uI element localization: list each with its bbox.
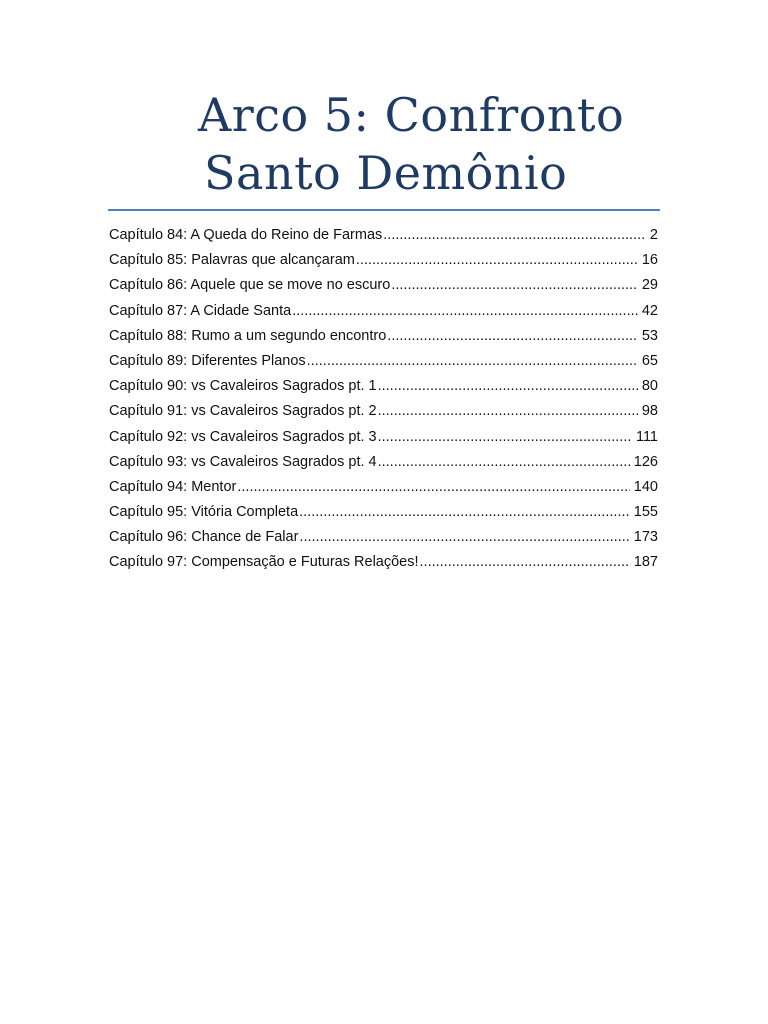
- table-of-contents: [109, 227, 658, 580]
- toc-entry-title: Capítulo 92: vs Cavaleiros Sagrados pt. 3: [109, 428, 377, 445]
- title-block: [0, 86, 768, 202]
- toc-dot-leader: [383, 227, 646, 243]
- toc-page-number: 16: [641, 252, 658, 269]
- toc-page-number: 53: [641, 327, 658, 344]
- toc-dot-leader: [356, 252, 638, 268]
- toc-dot-leader: [378, 378, 638, 394]
- toc-dot-leader: [378, 454, 630, 470]
- toc-dot-leader: [420, 554, 630, 570]
- toc-dot-leader: [387, 328, 638, 344]
- toc-page-number: 42: [641, 302, 658, 319]
- toc-entry-chapter-95[interactable]: [109, 504, 658, 529]
- toc-page-number: 140: [633, 478, 658, 495]
- toc-entry-title: Capítulo 95: Vitória Completa: [109, 504, 299, 521]
- toc-dot-leader: [299, 529, 629, 545]
- toc-entry-title: Capítulo 88: Rumo a um segundo encontro: [109, 327, 387, 344]
- toc-entry-title: Capítulo 97: Compensação e Futuras Relações!: [109, 554, 419, 571]
- toc-page-number: 111: [635, 428, 658, 445]
- toc-entry-title: Capítulo 89: Diferentes Planos: [109, 352, 306, 369]
- toc-entry-title: Capítulo 91: vs Cavaleiros Sagrados pt. 2: [109, 403, 377, 420]
- toc-dot-leader: [299, 504, 630, 520]
- toc-page-number: 126: [633, 453, 658, 470]
- toc-entry-chapter-92[interactable]: [109, 429, 658, 454]
- toc-entry-chapter-87[interactable]: [109, 303, 658, 328]
- toc-entry-chapter-90[interactable]: [109, 378, 658, 403]
- toc-dot-leader: [378, 403, 638, 419]
- toc-page-number: 65: [641, 352, 658, 369]
- toc-entry-chapter-86[interactable]: [109, 277, 658, 302]
- toc-entry-chapter-88[interactable]: [109, 328, 658, 353]
- toc-entry-chapter-94[interactable]: [109, 479, 658, 504]
- page-title-line-2: Santo Demônio: [204, 146, 568, 200]
- toc-page-number: 173: [633, 529, 658, 546]
- toc-page-number: 2: [649, 227, 658, 243]
- toc-page-number: 187: [633, 554, 658, 571]
- toc-entry-chapter-89[interactable]: [109, 353, 658, 378]
- toc-entry-chapter-96[interactable]: [109, 529, 658, 554]
- title-underline-divider: [108, 209, 660, 211]
- toc-entry-title: Capítulo 96: Chance de Falar: [109, 529, 299, 546]
- toc-page-number: 155: [633, 504, 658, 521]
- toc-entry-chapter-93[interactable]: [109, 454, 658, 479]
- toc-dot-leader: [391, 277, 638, 293]
- toc-dot-leader: [307, 353, 638, 369]
- toc-dot-leader: [292, 303, 638, 319]
- toc-entry-title: Capítulo 84: A Queda do Reino de Farmas: [109, 227, 383, 243]
- toc-dot-leader: [378, 429, 632, 445]
- toc-page-number: 29: [641, 277, 658, 294]
- toc-entry-title: Capítulo 87: A Cidade Santa: [109, 302, 292, 319]
- toc-entry-chapter-84[interactable]: [109, 227, 658, 252]
- toc-entry-chapter-97[interactable]: [109, 554, 658, 579]
- toc-entry-chapter-85[interactable]: [109, 252, 658, 277]
- toc-entry-title: Capítulo 94: Mentor: [109, 478, 237, 495]
- toc-entry-title: Capítulo 85: Palavras que alcançaram: [109, 252, 355, 269]
- toc-dot-leader: [237, 479, 629, 495]
- page-title-line-1: Arco 5: Confronto: [198, 88, 625, 142]
- toc-page-number: 98: [641, 403, 658, 420]
- toc-page-number: 80: [641, 378, 658, 395]
- toc-entry-chapter-91[interactable]: [109, 403, 658, 428]
- toc-entry-title: Capítulo 93: vs Cavaleiros Sagrados pt. 4: [109, 453, 377, 470]
- toc-entry-title: Capítulo 90: vs Cavaleiros Sagrados pt. 1: [109, 378, 377, 395]
- toc-entry-title: Capítulo 86: Aquele que se move no escuro: [109, 277, 391, 294]
